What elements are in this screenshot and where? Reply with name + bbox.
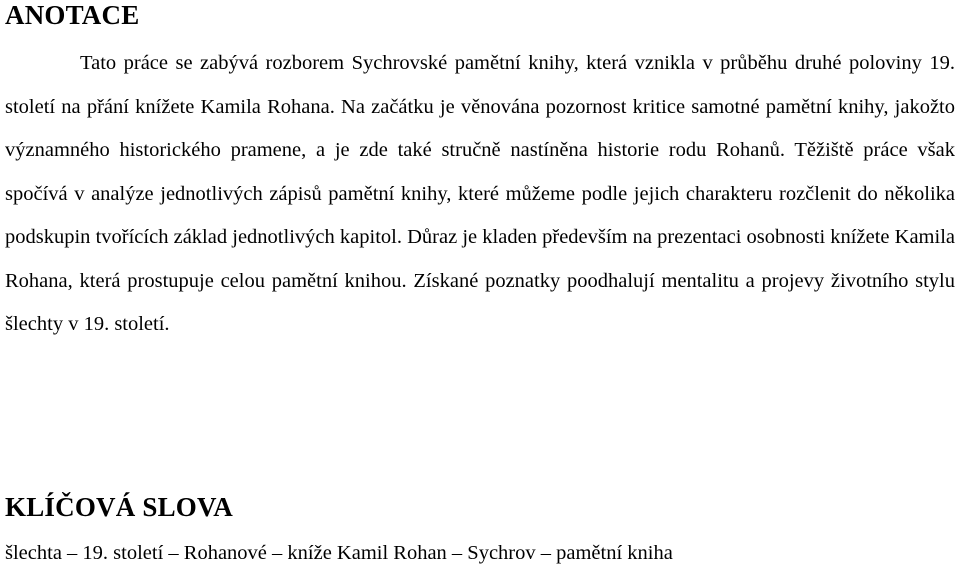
keywords-line: šlechta – 19. století – Rohanové – kníže Kamil Rohan – Sychrov – pamětní kniha (5, 542, 673, 564)
abstract-paragraph: Tato práce se zabývá rozborem Sychrovské pamětní knihy, která vznikla v průběhu druhé poloviny 19. století na přání knížete Kamila Rohana. Na začátku je věnována pozornost kritice samotné pamětní knihy, jakožto významného historického pramene, a je zde také stručně nastíněna historie rodu Rohanů. Těžiště práce však spočívá v analýze jednotlivých zápisů pamětní knihy, které můžeme podle jejich charakteru rozčlenit do několika podskupin tvořících základ jednotlivých kapitol. Důraz je kladen především na prezentaci osobnosti knížete Kamila Rohana, která prostupuje celou pamětní knihou. Získané poznatky poodhalují mentalitu a projevy životního stylu šlechty v 19. století. (5, 52, 955, 335)
anotace-heading: ANOTACE (5, 0, 140, 30)
keywords-heading: KLÍČOVÁ SLOVA (5, 492, 233, 522)
